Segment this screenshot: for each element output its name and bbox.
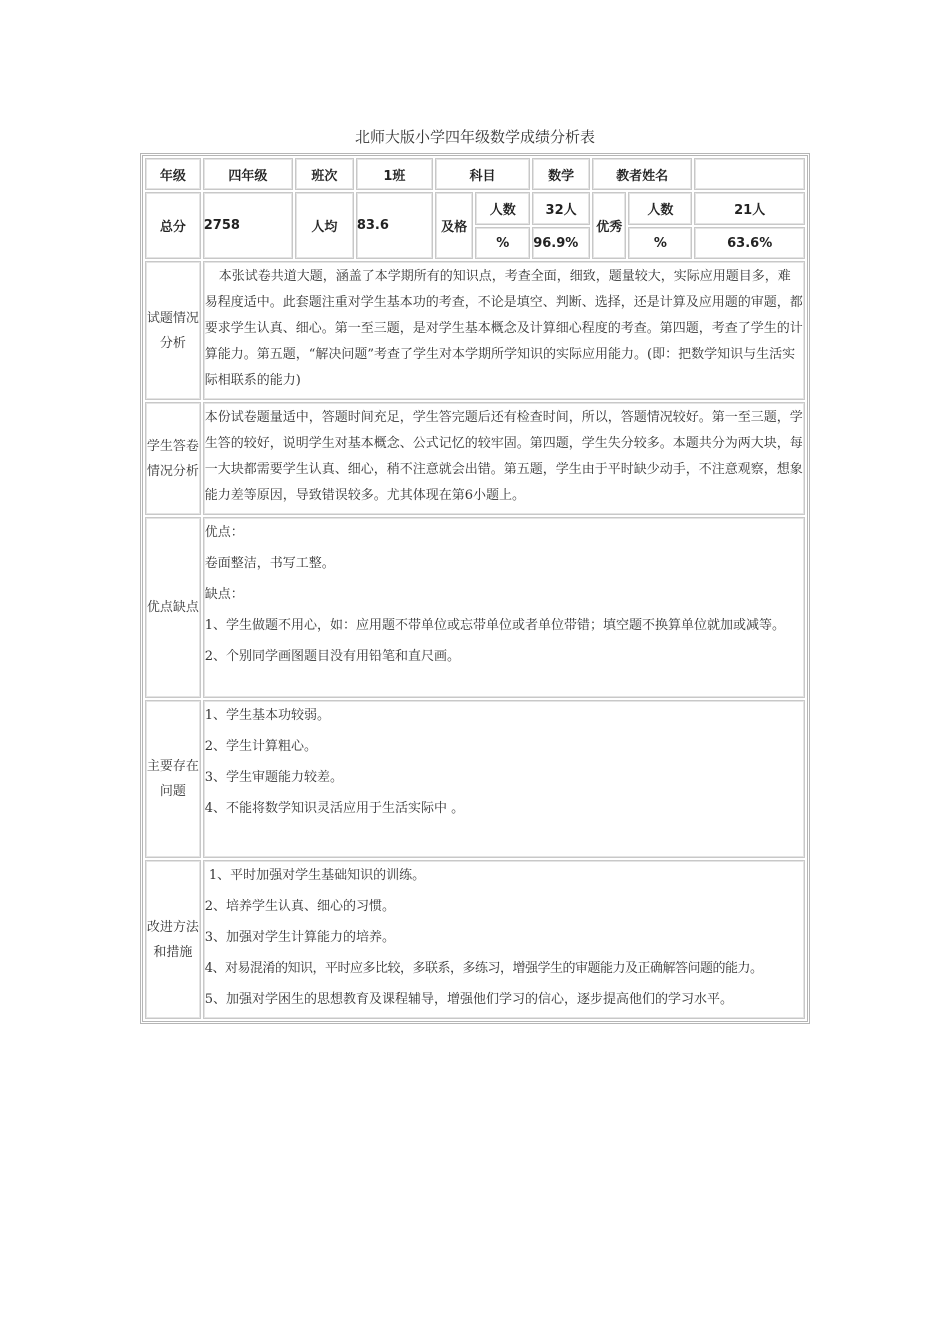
grade-value: 四年级 xyxy=(203,158,293,190)
problem-item: 1、学生基本功较弱。 xyxy=(204,708,331,723)
pros-cons-label: 优点缺点 xyxy=(145,517,201,698)
pass-percent-label: % xyxy=(475,227,530,259)
measure-item: 1、平时加强对学生基础知识的训练。 xyxy=(204,868,426,883)
pass-count: 32人 xyxy=(532,192,590,225)
pros-heading: 优点： xyxy=(204,525,244,540)
excellent-percent-label: % xyxy=(628,227,692,259)
excellent-count-label: 人数 xyxy=(628,192,692,225)
teacher-value xyxy=(694,158,805,190)
total-value: 2758 xyxy=(203,192,293,259)
pros-cons-text xyxy=(203,517,805,698)
cons-item: 2、个别同学画图题目没有用铅笔和直尺画。 xyxy=(204,649,461,664)
answer-analysis-row xyxy=(145,402,805,515)
problems-label: 主要存在问题 xyxy=(145,700,201,858)
problems-text xyxy=(203,700,805,858)
header-row xyxy=(145,158,805,190)
exam-analysis-label: 试题情况分析 xyxy=(145,261,201,400)
measures-label: 改进方法和措施 xyxy=(145,860,201,1019)
score-analysis-table xyxy=(140,153,810,1024)
subject-label: 科目 xyxy=(435,158,530,190)
answer-analysis-label: 学生答卷情况分析 xyxy=(145,402,201,515)
pass-percent: 96.9% xyxy=(532,227,590,259)
exam-analysis-paragraph: 本张试卷共道大题，涵盖了本学期所有的知识点，考查全面，细致，题量较大，实际应用题目多，难易程度适中。此套题注重对学生基本功的考查，不论是填空、判断、选择，还是计算及应用题的审题，都要求学生认真、细心。第一至三题，是对学生基本概念及计算细心程度的考查。第四题，考查了学生的计算能力。第五题，“解决问题”考查了学生对本学期所学知识的实际应用能力。(即：把数学知识与生活实际相联系的能力) xyxy=(204,269,803,388)
excellent-percent: 63.6% xyxy=(694,227,805,259)
total-label: 总分 xyxy=(145,192,201,259)
problem-item: 2、学生计算粗心。 xyxy=(204,739,318,754)
class-value: 1班 xyxy=(356,158,433,190)
teacher-label: 教者姓名 xyxy=(592,158,692,190)
exam-analysis-text xyxy=(203,261,805,400)
answer-analysis-paragraph: 本份试卷题量适中，答题时间充足，学生答完题后还有检查时间，所以，答题情况较好。第一至三题，学生答的较好，说明学生对基本概念、公式记忆的较牢固。第四题，学生失分较多。本题共分为两大块，每一大块都需要学生认真、细心，稍不注意就会出错。第五题，学生由于平时缺少动手，不注意观察，想象能力差等原因，导致错误较多。尤其体现在第6小题上。 xyxy=(204,410,803,503)
grade-label: 年级 xyxy=(145,158,201,190)
pass-count-label: 人数 xyxy=(475,192,530,225)
class-label: 班次 xyxy=(295,158,354,190)
measure-item: 2、培养学生认真、细心的习惯。 xyxy=(204,899,396,914)
problems-row xyxy=(145,700,805,858)
score-row-1 xyxy=(145,192,805,225)
answer-analysis-text xyxy=(203,402,805,515)
measure-item: 3、加强对学生计算能力的培养。 xyxy=(204,930,396,945)
cons-heading: 缺点： xyxy=(204,587,244,602)
page-title: 北师大版小学四年级数学成绩分析表 xyxy=(354,128,595,146)
average-value: 83.6 xyxy=(356,192,433,259)
subject-value: 数学 xyxy=(532,158,590,190)
pros-item: 卷面整洁，书写工整。 xyxy=(204,556,335,571)
exam-analysis-row xyxy=(145,261,805,400)
measure-item: 5、加强对学困生的思想教育及课程辅导，增强他们学习的信心，逐步提高他们的学习水平。 xyxy=(204,992,734,1007)
pros-cons-row xyxy=(145,517,805,698)
cons-item: 1、学生做题不用心，如：应用题不带单位或忘带单位或者单位带错；填空题不换算单位就加或减等。 xyxy=(204,618,786,633)
excellent-label: 优秀 xyxy=(592,192,626,259)
problem-item: 4、不能将数学知识灵活应用于生活实际中 。 xyxy=(204,801,465,816)
measures-row xyxy=(145,860,805,1019)
measures-text xyxy=(203,860,805,1019)
excellent-count: 21人 xyxy=(694,192,805,225)
pass-label: 及格 xyxy=(435,192,474,259)
average-label: 人均 xyxy=(295,192,354,259)
measure-item: 4、对易混淆的知识，平时应多比较，多联系，多练习，增强学生的审题能力及正确解答问题的能力。 xyxy=(204,961,763,976)
problem-item: 3、学生审题能力较差。 xyxy=(204,770,344,785)
